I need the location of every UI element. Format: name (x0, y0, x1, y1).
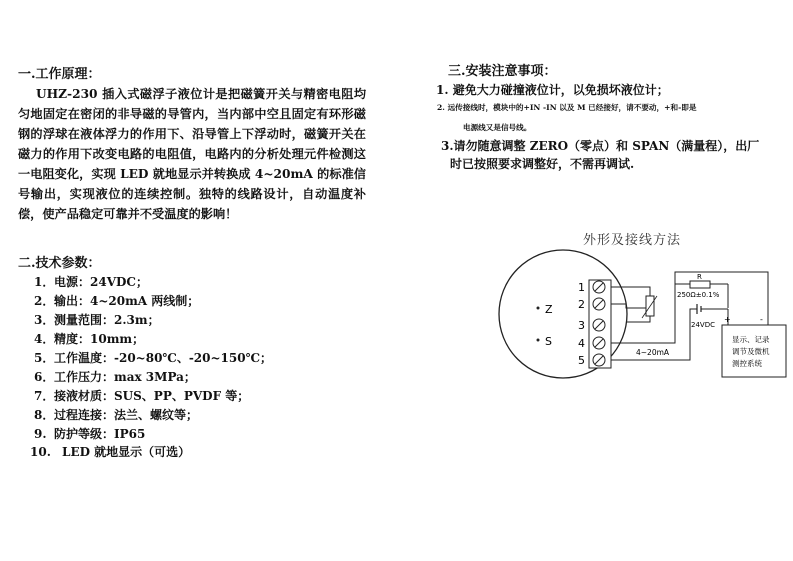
spec-number: 5． (34, 351, 55, 365)
plus-label: + (724, 315, 731, 324)
spec-text: 接液材质：SUS、PP、PVDF 等； (54, 389, 250, 403)
spec-number: 10. (30, 445, 51, 459)
span-label: S (545, 335, 552, 348)
terminal-number: 2 (578, 298, 585, 311)
span-adjust-dot (537, 339, 540, 342)
spec-number: 6． (34, 370, 55, 384)
spec-number: 7． (34, 389, 55, 403)
spec-number: 2． (34, 294, 55, 308)
minus-label: - (760, 315, 763, 324)
spec-item (30, 443, 190, 460)
note-3-continued: 时已按照要求调整好，不需再调试. (450, 157, 635, 171)
spec-item (34, 311, 160, 328)
spec-text: 测量范围：2.3m； (54, 313, 160, 327)
resistor-value: 250Ω±0.1% (677, 291, 720, 299)
section-3-title: 三.安装注意事项： (448, 64, 557, 79)
spec-text: 过程连接：法兰、螺纹等； (54, 408, 199, 422)
note-2: 2. 远传接线时，模块中的+IN -IN 以及 M 已经接好，请不要动，+和-即是 (437, 103, 697, 112)
wire-2b (626, 316, 650, 322)
spec-number: 9. (34, 427, 47, 441)
terminal-number: 1 (578, 281, 585, 294)
spec-item (34, 368, 196, 385)
box-line-1: 显示、记录 (732, 335, 770, 344)
working-principle-paragraph (18, 84, 366, 224)
note-1: 1. 避免大力碰撞液位计，以免损坏液位计； (436, 83, 669, 97)
section-2-title: 二.技术参数： (18, 256, 101, 271)
note-2-continued: 电源线又是信号线。 (463, 123, 532, 132)
spec-text: 输出：4~20mA 两线制； (54, 294, 200, 308)
wire-1 (611, 287, 650, 297)
spec-text: 工作温度：-20~80℃、-20~150℃； (54, 351, 272, 365)
working-principle-text: UHZ-230 插入式磁浮子液位计是把磁簧开关与精密电阻均匀地固定在密闭的非导磁的导管内，当内部中空且固定有环形磁钢的浮球在液体浮力的作用下、沿导管上下浮动时，磁簧开关在磁力的作用下改变电路的电阻值，电路内的分析处理元件检测这一电阻变化，实现 LED 就地显示并转换成 4~20mA 的标准信号输出，实现液位的连续控制。独特的线路设计，自动温度补偿，使产品稳定可靠并不受温度的影响！ (18, 87, 366, 221)
spec-text: 电源：24VDC； (54, 275, 148, 289)
spec-number: 3． (34, 313, 55, 327)
zero-label: Z (545, 303, 553, 316)
diagram-title: 外形及接线方法 (583, 233, 682, 248)
box-line-2: 调节及微机 (732, 347, 770, 356)
spec-item (34, 273, 148, 290)
current-label: 4~20mA (636, 348, 670, 357)
spec-item (34, 349, 272, 366)
spec-text: LED 就地显示（可选） (62, 445, 191, 459)
spec-item (34, 292, 199, 309)
note-3: 3.请勿随意调整 ZERO（零点）和 SPAN（满量程），出厂 (441, 139, 760, 153)
terminal-number: 3 (578, 319, 585, 332)
section-1-title: 一.工作原理： (18, 67, 101, 82)
resistor-label: R (697, 273, 702, 281)
wire-2 (611, 304, 646, 308)
terminal-number: 4 (578, 337, 585, 350)
spec-text: 防护等级：IP65 (54, 427, 146, 441)
resistor-symbol (690, 281, 710, 288)
spec-item (34, 387, 249, 404)
spec-text: 工作压力：max 3MPa； (54, 370, 196, 384)
box-line-3: 测控系统 (732, 359, 762, 368)
spec-item (34, 406, 198, 423)
spec-number: 8． (34, 408, 55, 422)
wiring-diagram (490, 248, 790, 398)
terminal-number: 5 (578, 354, 585, 367)
supply-label: 24VDC (691, 321, 715, 329)
spec-item (34, 425, 145, 442)
spec-number: 4． (34, 332, 55, 346)
spec-text: 精度：10mm； (54, 332, 145, 346)
zero-adjust-dot (537, 307, 540, 310)
spec-item (34, 330, 144, 347)
spec-number: 1． (34, 275, 55, 289)
